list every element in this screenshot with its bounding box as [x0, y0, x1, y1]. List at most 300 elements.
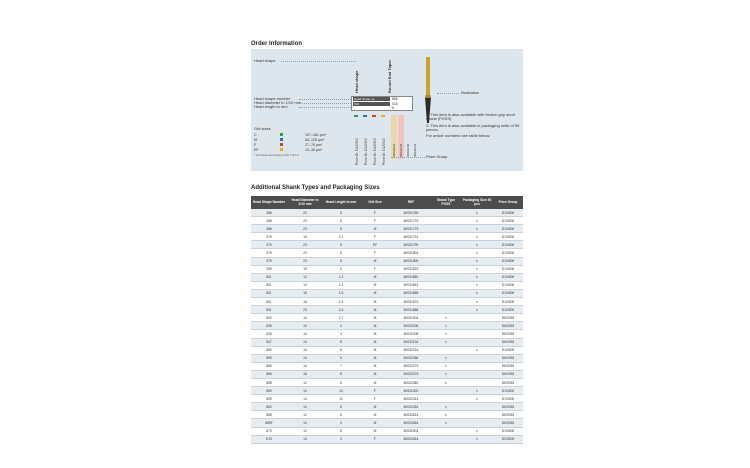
- table-cell: 885: [251, 411, 287, 419]
- grit-range: 64–126 µm*: [305, 138, 325, 142]
- table-row: [251, 249, 523, 257]
- table-cell: 14: [287, 338, 323, 346]
- table-cell: F: [359, 395, 391, 403]
- table-cell: 8: [323, 411, 359, 419]
- item-label: Price Gr.: [364, 151, 368, 165]
- table-cell: 60031868: [391, 289, 431, 297]
- table-cell: [431, 306, 461, 314]
- table-cell: [431, 225, 461, 233]
- table-cell: x: [461, 257, 493, 265]
- table-cell: 10: [287, 387, 323, 395]
- table-cell: D6/0053: [493, 322, 523, 330]
- table-cell: 18: [287, 370, 323, 378]
- table-cell: M: [359, 225, 391, 233]
- table-row: [251, 435, 523, 443]
- table-cell: M: [359, 273, 391, 281]
- table-cell: D6/0053: [493, 370, 523, 378]
- table-cell: 801: [251, 289, 287, 297]
- item-col-4: [382, 138, 386, 165]
- table-cell: 60031804: [391, 249, 431, 257]
- spec-shape-value: 856: [392, 97, 398, 101]
- item-code: D1/0500: [382, 138, 386, 151]
- spec-iso-label: ISO: [353, 102, 390, 106]
- table-cell: 16: [287, 289, 323, 297]
- table-cell: x: [431, 362, 461, 370]
- table-cell: 4: [323, 435, 359, 443]
- table-cell: D6/0053: [493, 378, 523, 386]
- table-row: [251, 427, 523, 435]
- table-cell: 60031876: [391, 298, 431, 306]
- grit-range: 107–181 µm*: [305, 133, 327, 137]
- table-cell: 23: [287, 306, 323, 314]
- table-cell: 23: [287, 249, 323, 257]
- table-cell: D1/0500: [493, 346, 523, 354]
- table-cell: M: [359, 306, 391, 314]
- table-cell: 23: [287, 217, 323, 225]
- table-cell: 801: [251, 273, 287, 281]
- table-row: [251, 419, 523, 427]
- table-cell: [431, 427, 461, 435]
- table-cell: D6/0053: [493, 354, 523, 362]
- table-cell: 10: [323, 395, 359, 403]
- table-cell: 12: [287, 273, 323, 281]
- table-cell: 390: [251, 265, 287, 273]
- table-cell: [431, 395, 461, 403]
- table-cell: x: [461, 249, 493, 257]
- table-cell: 8: [323, 338, 359, 346]
- table-cell: 801: [251, 281, 287, 289]
- table-cell: x: [461, 387, 493, 395]
- table-cell: 60032624: [391, 411, 431, 419]
- table-cell: M: [359, 411, 391, 419]
- shank-table-title: Additional Shank Types and Packaging Sizes: [251, 185, 380, 191]
- table-cell: 856: [251, 370, 287, 378]
- table-cell: [461, 354, 493, 362]
- table-cell: 879: [251, 427, 287, 435]
- table-cell: D6/0053: [493, 419, 523, 427]
- table-cell: 20: [287, 209, 323, 217]
- table-cell: D6/0053: [493, 403, 523, 411]
- table-cell: x: [461, 298, 493, 306]
- table-cell: 8: [323, 427, 359, 435]
- table-row: [251, 338, 523, 346]
- table-cell: 60031904: [391, 314, 431, 322]
- table-row: [251, 330, 523, 338]
- table-cell: D6/0053: [493, 411, 523, 419]
- table-cell: 12: [287, 427, 323, 435]
- table-cell: 16: [287, 265, 323, 273]
- table-cell: 60031775: [391, 217, 431, 225]
- table-cell: D1/0500: [493, 257, 523, 265]
- item-col-1: [355, 138, 359, 165]
- table-cell: x: [461, 233, 493, 241]
- table-cell: 847: [251, 338, 287, 346]
- table-cell: 368: [251, 209, 287, 217]
- spec-iso-value: 018: [392, 101, 398, 106]
- table-cell: E19: [251, 435, 287, 443]
- table-cell: x: [431, 354, 461, 362]
- table-cell: F: [359, 387, 391, 395]
- table-row: [251, 370, 523, 378]
- item-code: D1/0500: [355, 138, 359, 151]
- table-cell: 8: [323, 370, 359, 378]
- head-shape-number-label: Head shape number: [254, 96, 291, 101]
- table-row: [251, 306, 523, 314]
- grit-code: C: [254, 133, 257, 137]
- table-cell: M: [359, 378, 391, 386]
- table-cell: 60032134: [391, 338, 431, 346]
- table-cell: [461, 370, 493, 378]
- head-shape-label: Head shape: [254, 58, 276, 63]
- table-cell: [461, 322, 493, 330]
- spec-box: [351, 96, 413, 111]
- table-row: [251, 314, 523, 322]
- table-cell: F: [359, 265, 391, 273]
- grit-range: 10–36 µm*: [305, 148, 323, 152]
- table-cell: F: [359, 249, 391, 257]
- table-cell: [461, 403, 493, 411]
- item-label: Price Gr.: [382, 151, 386, 165]
- table-cell: 60032276: [391, 370, 431, 378]
- table-cell: D6/0053: [493, 338, 523, 346]
- table-cell: x: [431, 330, 461, 338]
- table-cell: [431, 435, 461, 443]
- table-cell: [431, 289, 461, 297]
- ref-code-4: 60032234: [413, 143, 417, 157]
- table-cell: x: [461, 346, 493, 354]
- table-cell: [461, 378, 493, 386]
- table-cell: 60031799: [391, 241, 431, 249]
- table-cell: 60031809: [391, 257, 431, 265]
- table-cell: 60033044: [391, 435, 431, 443]
- table-cell: 23: [287, 225, 323, 233]
- note-more: For article numbers see table below.: [426, 133, 491, 138]
- item-col-2: [364, 138, 368, 165]
- table-cell: 835: [251, 330, 287, 338]
- table-cell: EF: [359, 241, 391, 249]
- price-group-label: Price Group: [426, 154, 448, 159]
- table-cell: 18: [287, 233, 323, 241]
- table-cell: 4: [323, 419, 359, 427]
- table-cell: 23: [287, 257, 323, 265]
- table-cell: M: [359, 362, 391, 370]
- table-cell: 14: [287, 281, 323, 289]
- table-cell: 2.3: [323, 306, 359, 314]
- table-cell: 60031823: [391, 265, 431, 273]
- table-row: [251, 387, 523, 395]
- table-cell: x: [461, 209, 493, 217]
- table-cell: 60032414: [391, 395, 431, 403]
- column-header: Head Diameter in 1/10 mm: [287, 196, 323, 209]
- table-row: [251, 241, 523, 249]
- table-row: [251, 322, 523, 330]
- column-header: Packaging Size 50 pcs: [461, 196, 493, 209]
- table-row: [251, 257, 523, 265]
- grit-color-f: [372, 115, 376, 117]
- table-cell: M: [359, 370, 391, 378]
- table-cell: x: [431, 403, 461, 411]
- table-cell: 14: [287, 354, 323, 362]
- table-cell: 8: [323, 346, 359, 354]
- column-header: Grit Size: [359, 196, 391, 209]
- table-cell: 801: [251, 298, 287, 306]
- grit-row-c: [254, 133, 348, 137]
- table-cell: M: [359, 298, 391, 306]
- item-label: Price Gr.: [373, 151, 377, 165]
- table-row: [251, 403, 523, 411]
- table-cell: 8: [323, 403, 359, 411]
- table-cell: 856: [251, 362, 287, 370]
- column-header: Shank Type FGSS: [431, 196, 461, 209]
- table-cell: 60032266: [391, 354, 431, 362]
- table-cell: [431, 281, 461, 289]
- table-cell: D6/0053: [493, 362, 523, 370]
- item-code: D1/0500: [373, 138, 377, 151]
- table-cell: 60032279: [391, 362, 431, 370]
- table-row: [251, 273, 523, 281]
- item-col-3: [373, 138, 377, 165]
- shank-table: [251, 196, 523, 444]
- table-row: [251, 233, 523, 241]
- table-cell: x: [431, 338, 461, 346]
- table-cell: x: [461, 435, 493, 443]
- table-cell: F: [359, 217, 391, 225]
- table-cell: 23: [287, 241, 323, 249]
- table-cell: M: [359, 346, 391, 354]
- table-cell: x: [461, 427, 493, 435]
- table-row: [251, 354, 523, 362]
- table-cell: M: [359, 314, 391, 322]
- table-cell: D1/0500: [493, 298, 523, 306]
- spec-length-value: 8: [392, 105, 394, 110]
- table-cell: 60032654: [391, 419, 431, 427]
- table-cell: 60032904: [391, 427, 431, 435]
- grit-color-m: [363, 115, 367, 117]
- table-row: [251, 298, 523, 306]
- table-cell: 1.4: [323, 281, 359, 289]
- table-cell: 12: [287, 378, 323, 386]
- table-cell: 1.8: [323, 298, 359, 306]
- table-cell: 14: [287, 435, 323, 443]
- table-cell: 855: [251, 354, 287, 362]
- table-cell: D6/0053: [493, 314, 523, 322]
- table-cell: [461, 314, 493, 322]
- table-cell: 10: [287, 330, 323, 338]
- table-cell: M: [359, 289, 391, 297]
- table-cell: 1.2: [323, 273, 359, 281]
- illustration-label: Illustration: [461, 90, 480, 95]
- ref-code-3: 60032240: [406, 143, 410, 157]
- table-cell: 10: [287, 419, 323, 427]
- column-header: Head Shape Number: [251, 196, 287, 209]
- table-cell: M: [359, 403, 391, 411]
- table-cell: [431, 257, 461, 265]
- table-cell: D1/0500: [493, 241, 523, 249]
- table-cell: [461, 419, 493, 427]
- table-cell: D1/0500: [493, 233, 523, 241]
- table-cell: 10: [323, 387, 359, 395]
- table-row: [251, 346, 523, 354]
- table-row: [251, 362, 523, 370]
- table-row: [251, 217, 523, 225]
- order-info-panel: [251, 49, 523, 171]
- table-cell: 60031765: [391, 209, 431, 217]
- table-cell: [431, 298, 461, 306]
- table-cell: M: [359, 330, 391, 338]
- column-header: Head Length in mm: [323, 196, 359, 209]
- table-cell: 862: [251, 403, 287, 411]
- table-cell: 1.6: [323, 289, 359, 297]
- grit-row-f: [254, 143, 348, 147]
- table-cell: M: [359, 338, 391, 346]
- table-row: [251, 395, 523, 403]
- table-cell: 379: [251, 233, 287, 241]
- table-cell: M: [359, 419, 391, 427]
- table-cell: 379: [251, 257, 287, 265]
- table-cell: x: [461, 241, 493, 249]
- table-cell: [431, 249, 461, 257]
- table-cell: 368: [251, 225, 287, 233]
- column-header: Price Group: [493, 196, 523, 209]
- table-cell: [431, 209, 461, 217]
- table-cell: 379: [251, 241, 287, 249]
- table-cell: x: [461, 281, 493, 289]
- ref-code-1: 60032232: [392, 143, 396, 157]
- grit-color-ef: [381, 115, 385, 117]
- table-cell: 60032216: [391, 346, 431, 354]
- table-cell: 60032382: [391, 378, 431, 386]
- table-row: [251, 378, 523, 386]
- grit-swatch: [280, 133, 283, 136]
- item-label: Price Gr.: [355, 151, 359, 165]
- table-cell: 858: [251, 378, 287, 386]
- table-cell: [461, 411, 493, 419]
- table-cell: x: [461, 265, 493, 273]
- table-cell: x: [461, 306, 493, 314]
- table-cell: 5: [323, 257, 359, 265]
- table-cell: D1/0500: [493, 306, 523, 314]
- table-cell: [431, 241, 461, 249]
- table-cell: 850: [251, 346, 287, 354]
- grit-row-ef: [254, 148, 348, 152]
- table-cell: D1/0500: [493, 427, 523, 435]
- table-cell: D1/0500: [493, 395, 523, 403]
- table-cell: x: [461, 225, 493, 233]
- table-cell: 859: [251, 387, 287, 395]
- table-cell: 801: [251, 306, 287, 314]
- table-cell: M: [359, 322, 391, 330]
- head-length-label: Head length in mm: [254, 104, 288, 109]
- table-cell: D1/0500: [493, 249, 523, 257]
- item-code: D1/0500: [364, 138, 368, 151]
- table-cell: D1/0500: [493, 273, 523, 281]
- grit-swatch: [280, 138, 283, 141]
- round-end-taper-header: Round End Taper: [387, 59, 392, 93]
- table-cell: [461, 338, 493, 346]
- table-cell: 859: [251, 395, 287, 403]
- table-cell: x: [461, 217, 493, 225]
- spec-shape-label: Head shape no.: [353, 97, 390, 101]
- table-cell: [431, 217, 461, 225]
- table-row: [251, 209, 523, 217]
- table-cell: M: [359, 354, 391, 362]
- table-cell: 5: [323, 209, 359, 217]
- table-cell: F: [359, 209, 391, 217]
- table-row: [251, 225, 523, 233]
- table-cell: [431, 387, 461, 395]
- grit-swatch: [280, 148, 283, 151]
- grit-code: F: [254, 143, 257, 147]
- table-cell: D1/0500: [493, 225, 523, 233]
- head-diameter-label: Head diameter in 1/10 mm: [254, 100, 302, 105]
- table-cell: x: [431, 370, 461, 378]
- table-cell: 14: [287, 395, 323, 403]
- table-cell: D1/0500: [493, 387, 523, 395]
- ref-code-2: 60032236: [399, 143, 403, 157]
- table-cell: x: [461, 395, 493, 403]
- grit-code: EF: [254, 148, 259, 152]
- head-shape-column-header: Head shape: [354, 70, 359, 93]
- table-cell: M: [359, 427, 391, 435]
- table-cell: 10: [287, 403, 323, 411]
- table-cell: 60031779: [391, 225, 431, 233]
- table-cell: x: [461, 273, 493, 281]
- table-cell: 10: [287, 314, 323, 322]
- table-cell: D1/0500: [493, 281, 523, 289]
- table-cell: x: [431, 314, 461, 322]
- table-cell: 5: [323, 225, 359, 233]
- table-cell: 10: [287, 322, 323, 330]
- table-cell: [431, 233, 461, 241]
- table-cell: 5: [323, 249, 359, 257]
- table-cell: D2/0500: [493, 435, 523, 443]
- table-cell: 5: [323, 241, 359, 249]
- table-cell: M: [359, 257, 391, 265]
- table-cell: x: [461, 289, 493, 297]
- table-cell: M: [359, 281, 391, 289]
- shank-table-body: [251, 209, 523, 443]
- table-cell: [461, 330, 493, 338]
- grit-range: 27–76 µm*: [305, 143, 323, 147]
- grit-footnote: * Grit sizes according to ISO 7711-3: [254, 153, 299, 157]
- table-cell: 2.7: [323, 314, 359, 322]
- table-cell: 885F: [251, 419, 287, 427]
- table-cell: D1/0500: [493, 265, 523, 273]
- table-cell: 60032402: [391, 387, 431, 395]
- table-cell: D1/0500: [493, 217, 523, 225]
- table-cell: 368: [251, 217, 287, 225]
- grit-swatch: [280, 143, 283, 146]
- table-cell: 18: [287, 298, 323, 306]
- note-z: Z: This item is also available in packaging units of 50 pieces.: [426, 123, 520, 133]
- grit-color-c: [354, 115, 358, 117]
- table-cell: 60031791: [391, 233, 431, 241]
- table-cell: F: [359, 233, 391, 241]
- table-cell: 8: [323, 378, 359, 386]
- table-header-row: [251, 196, 523, 209]
- table-cell: x: [431, 378, 461, 386]
- table-cell: [431, 273, 461, 281]
- table-cell: 4: [323, 330, 359, 338]
- table-cell: F: [359, 435, 391, 443]
- table-cell: 12: [287, 411, 323, 419]
- table-cell: [431, 265, 461, 273]
- table-cell: 6: [323, 354, 359, 362]
- table-cell: 60032494: [391, 403, 431, 411]
- table-cell: 60032008: [391, 330, 431, 338]
- table-row: [251, 289, 523, 297]
- table-cell: 830: [251, 314, 287, 322]
